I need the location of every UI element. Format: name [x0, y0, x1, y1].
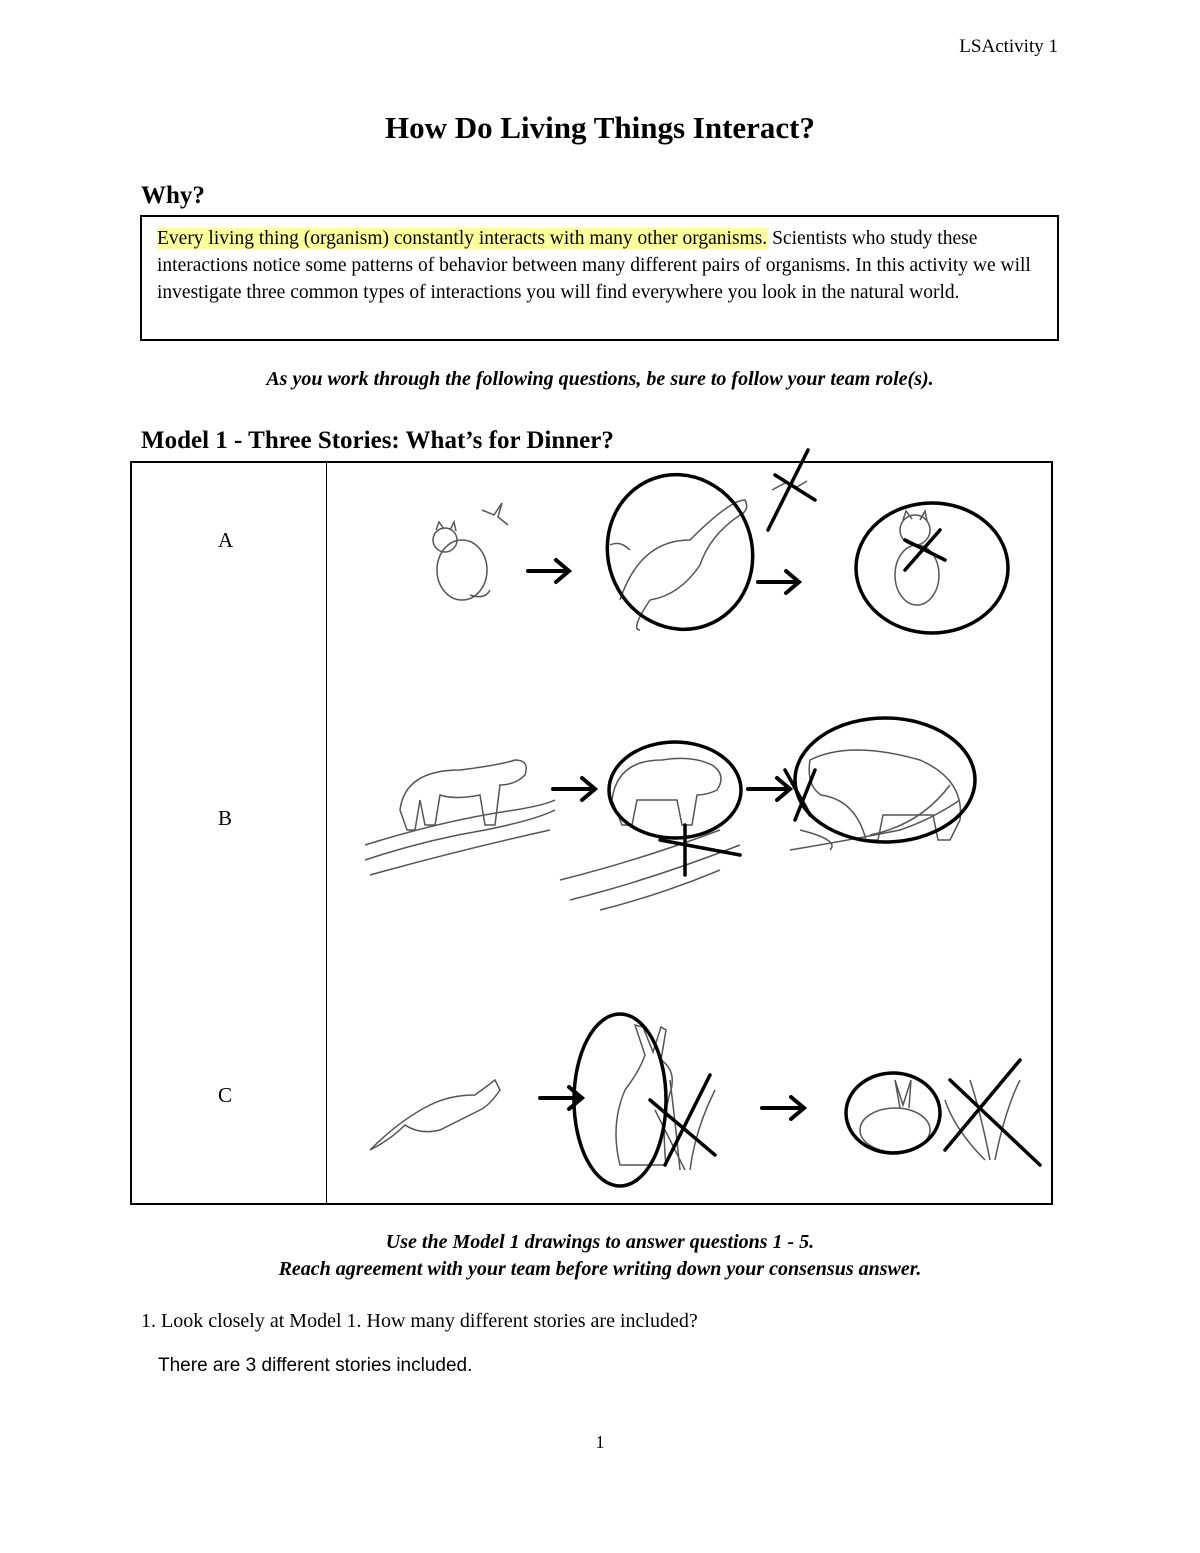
- row-label-c: C: [218, 1083, 233, 1107]
- page-title: How Do Living Things Interact?: [384, 110, 816, 145]
- instruction-line-2: Reach agreement with your team before writing down your consensus answer.: [278, 1258, 922, 1280]
- row-label-b: B: [218, 806, 233, 830]
- model-heading: Model 1 - Three Stories: What’s for Dinner?: [141, 427, 614, 454]
- bear-fishing-sketch: [612, 758, 721, 825]
- cat-sitting-sketch: [433, 522, 490, 600]
- rabbit-standing-sketch: [616, 1025, 672, 1165]
- highlighted-text: Every living thing (organism) constantly interacts with many other organisms.: [157, 228, 768, 249]
- instruction-line-1: Use the Model 1 drawings to answer questions 1 - 5.: [385, 1231, 815, 1253]
- row-label-a: A: [218, 528, 234, 552]
- why-heading: Why?: [141, 182, 205, 209]
- river-sketch-2: [560, 830, 740, 910]
- rabbit-eating-sketch: [860, 1080, 930, 1152]
- student-annotations: [574, 450, 1040, 1186]
- answer-1[interactable]: There are 3 different stories included.: [158, 1355, 473, 1376]
- river-sketch: [365, 800, 555, 875]
- why-body: Scientists who study these interactions notice some patterns of behavior between many different pairs of organisms. In this activity we will investigate three common types of interactions you will find everywhere you look in the natural world.: [157, 228, 1031, 303]
- page-number: 1: [595, 1432, 605, 1452]
- bird-sketch: [482, 503, 508, 525]
- rabbit-running-sketch: [370, 1080, 500, 1150]
- plant-sketch-2: [945, 1080, 1020, 1160]
- question-1: 1. Look closely at Model 1. How many different stories are included?: [141, 1310, 698, 1332]
- team-role-note: As you work through the following questions, be sure to follow your team role(s).: [266, 368, 934, 390]
- page-header: LSActivity 1: [959, 36, 1058, 57]
- cat-pouncing-sketch: [610, 500, 747, 630]
- bear-eating-sketch: [809, 750, 960, 840]
- animal-sketches: [365, 481, 1020, 1170]
